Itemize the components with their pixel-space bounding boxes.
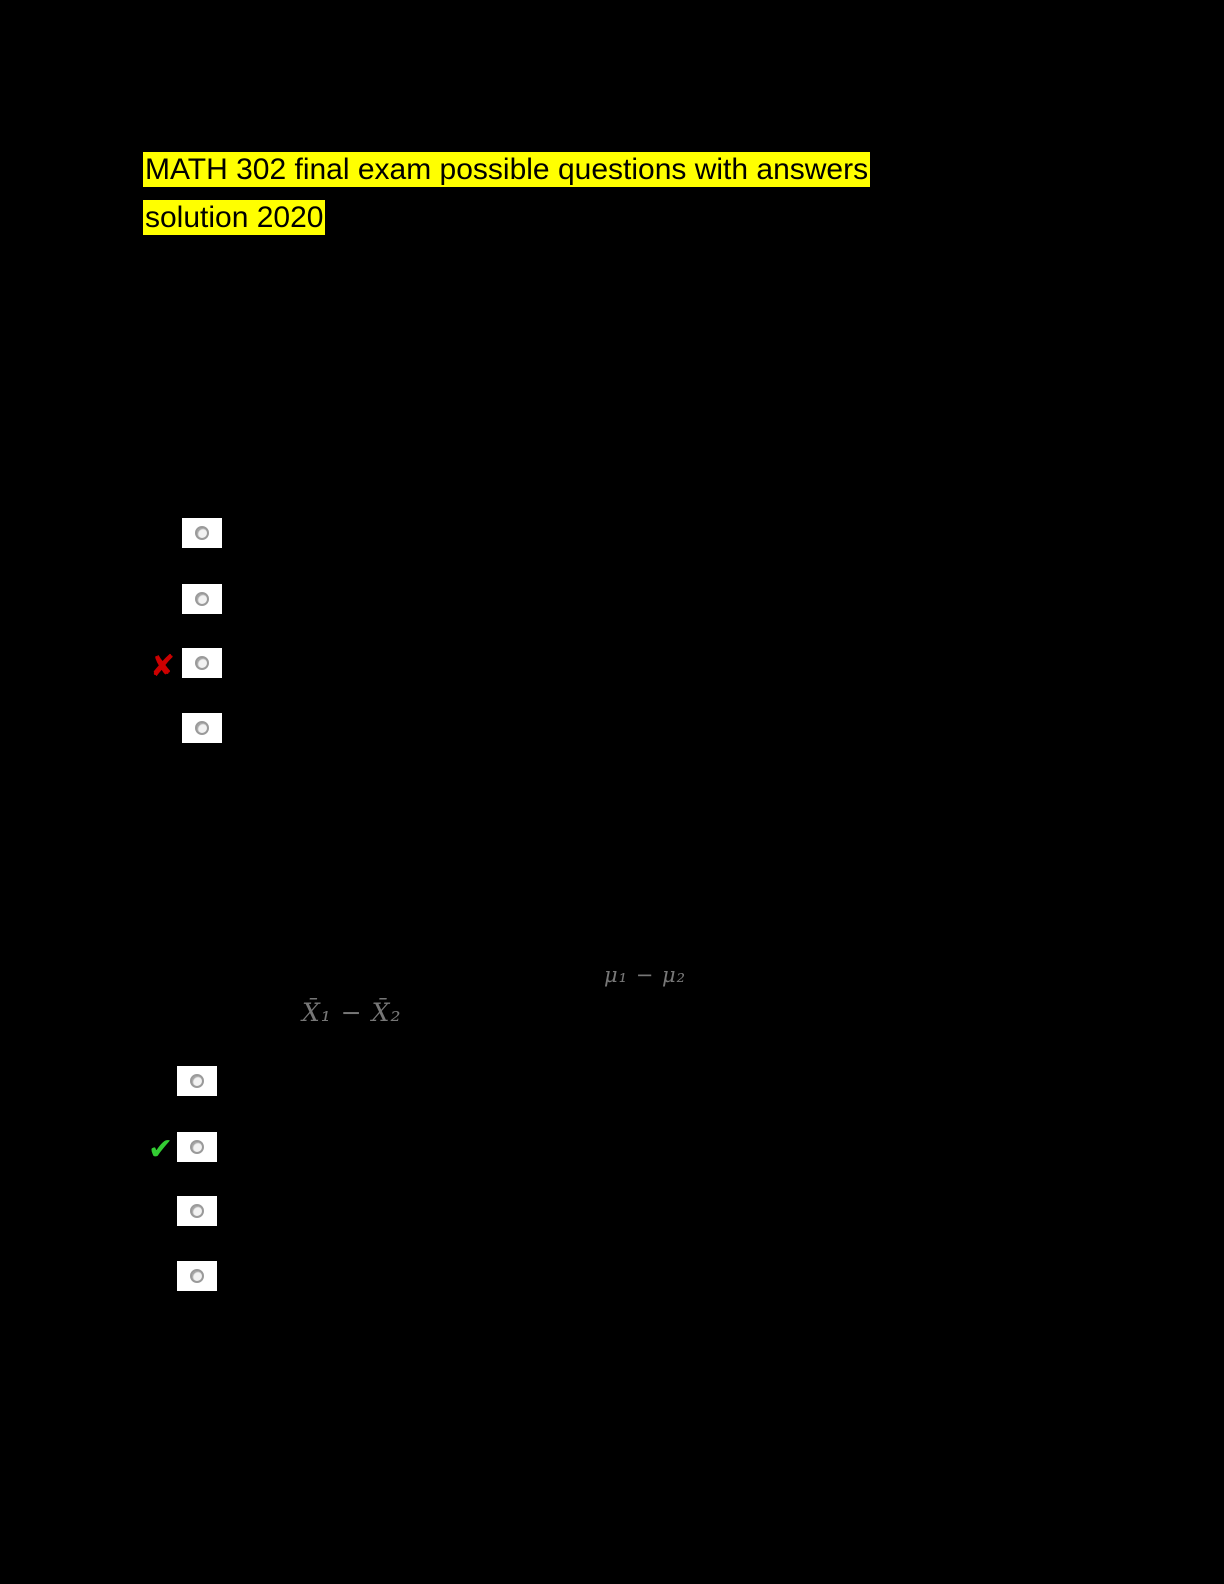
radio-option-q1-d[interactable] bbox=[182, 713, 222, 743]
incorrect-mark-icon: ✘ bbox=[150, 649, 176, 684]
radio-circle-icon bbox=[190, 1074, 204, 1088]
page-title-line-1: MATH 302 final exam possible questions with answers bbox=[145, 153, 869, 186]
radio-circle-icon bbox=[195, 656, 209, 670]
formula-xbar-difference: X̄₁ − X̄₂ bbox=[302, 998, 402, 1027]
radio-option-q2-b[interactable] bbox=[177, 1132, 217, 1162]
radio-option-q2-c[interactable] bbox=[177, 1196, 217, 1226]
radio-circle-icon bbox=[190, 1269, 204, 1283]
formula-mu-difference: μ₁ − μ₂ bbox=[604, 963, 687, 987]
correct-mark-icon: ✔ bbox=[148, 1132, 174, 1167]
radio-circle-icon bbox=[190, 1140, 204, 1154]
radio-option-q2-a[interactable] bbox=[177, 1066, 217, 1096]
radio-option-q1-b[interactable] bbox=[182, 584, 222, 614]
radio-option-q1-a[interactable] bbox=[182, 518, 222, 548]
page-title-line-2: solution 2020 bbox=[145, 201, 324, 234]
radio-circle-icon bbox=[195, 526, 209, 540]
radio-option-q1-c[interactable] bbox=[182, 648, 222, 678]
radio-option-q2-d[interactable] bbox=[177, 1261, 217, 1291]
radio-circle-icon bbox=[195, 592, 209, 606]
page-title bbox=[143, 146, 973, 242]
radio-circle-icon bbox=[190, 1204, 204, 1218]
radio-circle-icon bbox=[195, 721, 209, 735]
